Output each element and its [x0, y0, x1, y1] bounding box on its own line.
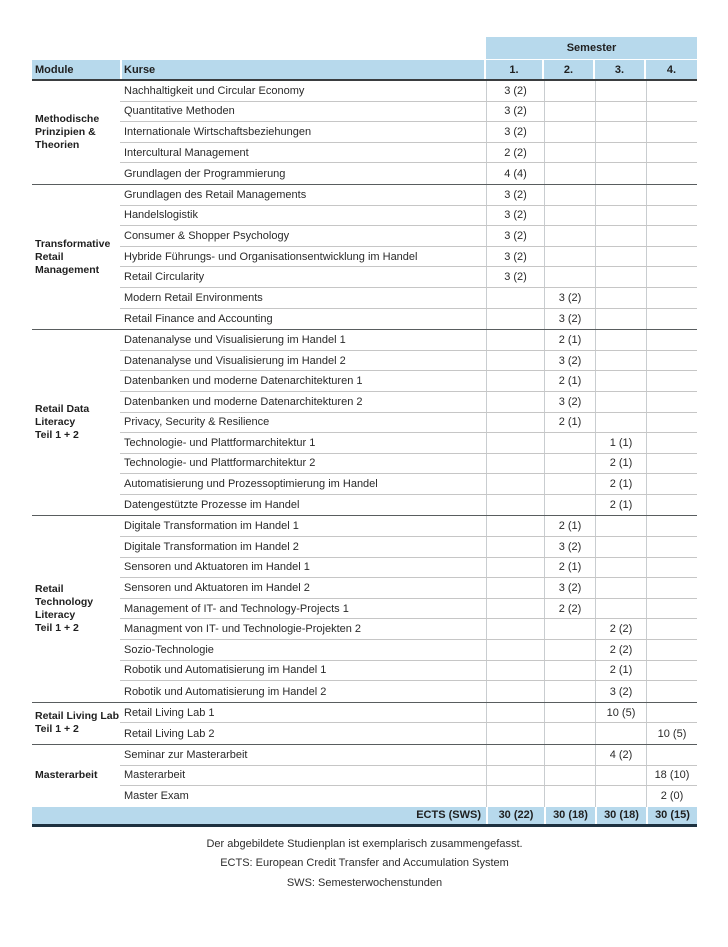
course-name: Digitale Transformation im Handel 1: [124, 520, 299, 533]
semester-1-value: 3 (2): [486, 122, 544, 142]
semester-2-value: 3 (2): [544, 351, 595, 371]
course-name: Datenanalyse und Visualisierung im Handel 1: [124, 333, 346, 346]
semester-1-value: [486, 371, 544, 391]
course-name: Technologie- und Plattformarchitektur 2: [124, 457, 316, 470]
module-section: [32, 329, 697, 515]
table-row: [120, 392, 697, 413]
semester-2-value: [544, 247, 595, 267]
semester-3-value: 2 (1): [595, 495, 646, 516]
semester-4-value: [646, 640, 697, 660]
column-header-row: [32, 60, 697, 81]
semester-3-value: [595, 102, 646, 122]
semester-2-value: [544, 474, 595, 494]
table-row: [120, 247, 697, 268]
module-section: [32, 81, 697, 184]
semester-header: Semester: [486, 37, 697, 59]
table-row: [120, 433, 697, 454]
semester-3-value: [595, 330, 646, 350]
table-row: [120, 766, 697, 787]
semester-1-value: [486, 330, 544, 350]
course-name: Managment von IT- und Technologie-Projekten 2: [124, 623, 362, 636]
semester-2-value: 3 (2): [544, 288, 595, 308]
course-name: Datengestützte Prozesse im Handel: [124, 499, 300, 512]
table-row: [120, 371, 697, 392]
semester-3-value: [595, 143, 646, 163]
table-row: [120, 703, 697, 724]
semester-2-value: [544, 703, 595, 723]
course-name: Retail Circularity: [124, 271, 205, 284]
table-row: [120, 640, 697, 661]
semester-2-value: [544, 640, 595, 660]
module-section: [32, 184, 697, 329]
semester-1-value: [486, 433, 544, 453]
table-row: [120, 516, 697, 537]
semester-3-value: 2 (2): [595, 640, 646, 660]
semester-1-value: 3 (2): [486, 226, 544, 246]
semester-4-value: [646, 185, 697, 205]
course-name: Retail Finance and Accounting: [124, 312, 273, 325]
semester-4-value: [646, 288, 697, 308]
semester-4-value: [646, 351, 697, 371]
course-name: Modern Retail Environments: [124, 291, 263, 304]
semester-4-value: [646, 413, 697, 433]
table-row: [120, 143, 697, 164]
semester-4-value: [646, 433, 697, 453]
semester-3-value: [595, 537, 646, 557]
semester-4-value: [646, 81, 697, 101]
table-row: [120, 122, 697, 143]
footnote: Der abgebildete Studienplan ist exemplarisch zusammengefasst.: [206, 837, 523, 850]
table-row: [120, 81, 697, 102]
total-semester-3: 30 (18): [595, 807, 646, 824]
semester-1-value: 3 (2): [486, 206, 544, 226]
course-name: Retail Living Lab 1: [124, 706, 215, 719]
semester-4-value: [646, 247, 697, 267]
semester-2-value: [544, 766, 595, 786]
semester-1-value: [486, 745, 544, 765]
semester-3-value: [595, 392, 646, 412]
semester-2-value: [544, 619, 595, 639]
semester-2-value: [544, 267, 595, 287]
semester-3-value: [595, 81, 646, 101]
semester-3-value: [595, 413, 646, 433]
study-plan-table: [32, 37, 697, 893]
course-rows: [120, 330, 697, 515]
column-header-semester-1: 1.: [486, 60, 542, 79]
semester-1-value: [486, 288, 544, 308]
total-semester-2: 30 (18): [544, 807, 595, 824]
semester-2-value: [544, 226, 595, 246]
semester-1-value: 4 (4): [486, 163, 544, 184]
table-row: [120, 413, 697, 434]
semester-2-value: 3 (2): [544, 537, 595, 557]
semester-4-value: [646, 516, 697, 536]
semester-1-value: 3 (2): [486, 102, 544, 122]
module-label: Methodische Prinzipien & Theorien: [35, 112, 100, 151]
table-row: [120, 537, 697, 558]
semester-1-value: [486, 537, 544, 557]
semester-1-value: [486, 599, 544, 619]
table-row: [120, 267, 697, 288]
semester-2-value: [544, 661, 595, 681]
semester-3-value: 1 (1): [595, 433, 646, 453]
column-header-semester-4: 4.: [646, 60, 697, 79]
course-rows: [120, 81, 697, 184]
semester-2-value: [544, 454, 595, 474]
semester-1-value: 3 (2): [486, 267, 544, 287]
semester-2-value: 2 (1): [544, 371, 595, 391]
table-row: [120, 474, 697, 495]
semester-1-value: 3 (2): [486, 81, 544, 101]
semester-2-value: [544, 163, 595, 184]
table-row: [120, 288, 697, 309]
course-name: Datenbanken und moderne Datenarchitekturen 2: [124, 395, 363, 408]
semester-3-value: [595, 206, 646, 226]
semester-3-value: [595, 371, 646, 391]
semester-1-value: [486, 495, 544, 516]
module-label: Masterarbeit: [35, 769, 98, 782]
semester-1-value: [486, 786, 544, 807]
semester-3-value: [595, 723, 646, 744]
semester-4-value: [646, 392, 697, 412]
semester-1-value: [486, 454, 544, 474]
table-row: [120, 226, 697, 247]
course-name: Management of IT- and Technology-Projects 1: [124, 602, 349, 615]
table-row: [120, 206, 697, 227]
course-name: Digitale Transformation im Handel 2: [124, 540, 299, 553]
semester-3-value: [595, 516, 646, 536]
semester-1-value: [486, 309, 544, 330]
course-name: Seminar zur Masterarbeit: [124, 748, 248, 761]
table-row: [120, 185, 697, 206]
semester-2-value: 3 (2): [544, 578, 595, 598]
semester-1-value: [486, 723, 544, 744]
module-label: Retail Living Lab Teil 1 + 2: [35, 710, 120, 736]
table-row: [120, 578, 697, 599]
table-body: [32, 81, 697, 807]
course-name: Datenbanken und moderne Datenarchitekturen 1: [124, 375, 363, 388]
semester-2-value: [544, 206, 595, 226]
semester-1-value: [486, 474, 544, 494]
course-name: Datenanalyse und Visualisierung im Handel 2: [124, 354, 346, 367]
course-name: Consumer & Shopper Psychology: [124, 229, 290, 242]
course-name: Privacy, Security & Resilience: [124, 416, 270, 429]
semester-3-value: 2 (1): [595, 454, 646, 474]
semester-2-value: 3 (2): [544, 309, 595, 330]
semester-2-value: [544, 185, 595, 205]
course-name: Handelslogistik: [124, 209, 198, 222]
semester-3-value: 4 (2): [595, 745, 646, 765]
semester-2-value: 2 (1): [544, 558, 595, 578]
semester-3-value: [595, 558, 646, 578]
semester-4-value: [646, 163, 697, 184]
semester-1-value: [486, 619, 544, 639]
semester-4-value: [646, 474, 697, 494]
course-name: Technologie- und Plattformarchitektur 1: [124, 436, 316, 449]
column-header-semester-3: 3.: [595, 60, 644, 79]
semester-3-value: 2 (2): [595, 619, 646, 639]
semester-3-value: [595, 766, 646, 786]
table-row: [120, 454, 697, 475]
semester-4-value: [646, 745, 697, 765]
course-name: Grundlagen der Programmierung: [124, 167, 286, 180]
semester-4-value: [646, 143, 697, 163]
semester-header-row: [32, 37, 697, 59]
ects-totals-row: [32, 807, 697, 827]
semester-1-value: [486, 578, 544, 598]
semester-4-value: [646, 578, 697, 598]
course-name: Nachhaltigkeit und Circular Economy: [124, 84, 305, 97]
table-row: [120, 681, 697, 702]
semester-1-value: [486, 681, 544, 702]
semester-4-value: [646, 558, 697, 578]
table-row: [120, 495, 697, 516]
semester-3-value: [595, 247, 646, 267]
course-name: Quantitative Methoden: [124, 105, 235, 118]
semester-4-value: [646, 681, 697, 702]
table-row: [120, 309, 697, 330]
semester-1-value: [486, 703, 544, 723]
table-row: [120, 745, 697, 766]
course-name: Masterarbeit: [124, 769, 186, 782]
table-row: [120, 619, 697, 640]
footnote: SWS: Semesterwochenstunden: [286, 876, 443, 889]
course-name: Robotik und Automatisierung im Handel 2: [124, 685, 327, 698]
course-rows: [120, 185, 697, 329]
table-row: [120, 599, 697, 620]
module-section: [32, 515, 697, 701]
semester-3-value: [595, 351, 646, 371]
table-row: [120, 558, 697, 579]
semester-2-value: [544, 745, 595, 765]
semester-2-value: 3 (2): [544, 392, 595, 412]
semester-1-value: 3 (2): [486, 185, 544, 205]
header-spacer: [32, 37, 486, 59]
course-name: Sensoren und Aktuatoren im Handel 2: [124, 582, 310, 595]
module-label: Retail Data Literacy Teil 1 + 2: [35, 403, 90, 442]
semester-4-value: [646, 206, 697, 226]
semester-3-value: [595, 288, 646, 308]
table-row: [120, 723, 697, 744]
semester-4-value: [646, 454, 697, 474]
ects-sws-label: ECTS (SWS): [416, 809, 481, 822]
semester-1-value: 2 (2): [486, 143, 544, 163]
course-rows: [120, 745, 697, 807]
semester-3-value: 3 (2): [595, 681, 646, 702]
semester-2-value: [544, 81, 595, 101]
semester-3-value: [595, 578, 646, 598]
semester-3-value: [595, 786, 646, 807]
semester-2-value: 2 (1): [544, 413, 595, 433]
semester-3-value: 10 (5): [595, 703, 646, 723]
semester-2-value: [544, 102, 595, 122]
semester-4-value: 2 (0): [646, 786, 697, 807]
semester-4-value: [646, 122, 697, 142]
course-name: Sensoren und Aktuatoren im Handel 1: [124, 561, 310, 574]
semester-1-value: [486, 351, 544, 371]
footnotes: [32, 835, 697, 894]
semester-4-value: [646, 102, 697, 122]
course-name: Internationale Wirtschaftsbeziehungen: [124, 125, 312, 138]
semester-2-value: [544, 433, 595, 453]
semester-4-value: [646, 330, 697, 350]
column-header-semester-2: 2.: [544, 60, 593, 79]
semester-1-value: [486, 392, 544, 412]
semester-3-value: [595, 226, 646, 246]
semester-1-value: [486, 558, 544, 578]
semester-3-value: [595, 599, 646, 619]
table-row: [120, 102, 697, 123]
course-name: Hybride Führungs- und Organisationsentwicklung im Handel: [124, 250, 418, 263]
semester-2-value: [544, 681, 595, 702]
total-semester-1: 30 (22): [486, 807, 544, 824]
semester-4-value: [646, 267, 697, 287]
column-header-kurse: Kurse: [122, 60, 484, 79]
semester-2-value: [544, 723, 595, 744]
semester-2-value: 2 (1): [544, 330, 595, 350]
semester-2-value: [544, 122, 595, 142]
semester-3-value: [595, 185, 646, 205]
semester-3-value: [595, 163, 646, 184]
module-section: [32, 744, 697, 807]
semester-4-value: [646, 226, 697, 246]
semester-4-value: [646, 371, 697, 391]
module-label: Retail Technology Literacy Teil 1 + 2: [35, 583, 94, 635]
semester-2-value: [544, 143, 595, 163]
table-row: [120, 163, 697, 184]
table-row: [120, 661, 697, 682]
semester-4-value: [646, 495, 697, 516]
footnote: ECTS: European Credit Transfer and Accumulation System: [220, 857, 509, 870]
semester-4-value: [646, 599, 697, 619]
study-plan-page: [0, 37, 728, 947]
semester-1-value: [486, 516, 544, 536]
semester-4-value: [646, 537, 697, 557]
semester-1-value: 3 (2): [486, 247, 544, 267]
table-row: [120, 330, 697, 351]
semester-3-value: [595, 122, 646, 142]
course-rows: [120, 703, 697, 744]
semester-2-value: 2 (1): [544, 516, 595, 536]
semester-1-value: [486, 640, 544, 660]
course-name: Intercultural Management: [124, 146, 249, 159]
course-name: Sozio-Technologie: [124, 643, 214, 656]
module-label: Transformative Retail Management: [35, 237, 111, 276]
semester-3-value: 2 (1): [595, 474, 646, 494]
semester-2-value: [544, 495, 595, 516]
semester-4-value: [646, 309, 697, 330]
semester-1-value: [486, 766, 544, 786]
table-row: [120, 786, 697, 807]
column-header-module: Module: [32, 60, 120, 79]
semester-1-value: [486, 413, 544, 433]
course-name: Robotik und Automatisierung im Handel 1: [124, 664, 327, 677]
semester-2-value: [544, 786, 595, 807]
semester-4-value: 10 (5): [646, 723, 697, 744]
semester-3-value: [595, 309, 646, 330]
semester-2-value: 2 (2): [544, 599, 595, 619]
semester-3-value: [595, 267, 646, 287]
semester-4-value: [646, 619, 697, 639]
semester-4-value: [646, 703, 697, 723]
module-section: [32, 702, 697, 744]
semester-4-value: 18 (10): [646, 766, 697, 786]
semester-1-value: [486, 661, 544, 681]
semester-3-value: 2 (1): [595, 661, 646, 681]
course-name: Grundlagen des Retail Managements: [124, 188, 307, 201]
table-row: [120, 351, 697, 372]
semester-4-value: [646, 661, 697, 681]
course-name: Retail Living Lab 2: [124, 727, 215, 740]
course-name: Automatisierung und Prozessoptimierung im Handel: [124, 478, 378, 491]
total-semester-4: 30 (15): [646, 807, 697, 824]
course-rows: [120, 516, 697, 701]
course-name: Master Exam: [124, 790, 189, 803]
